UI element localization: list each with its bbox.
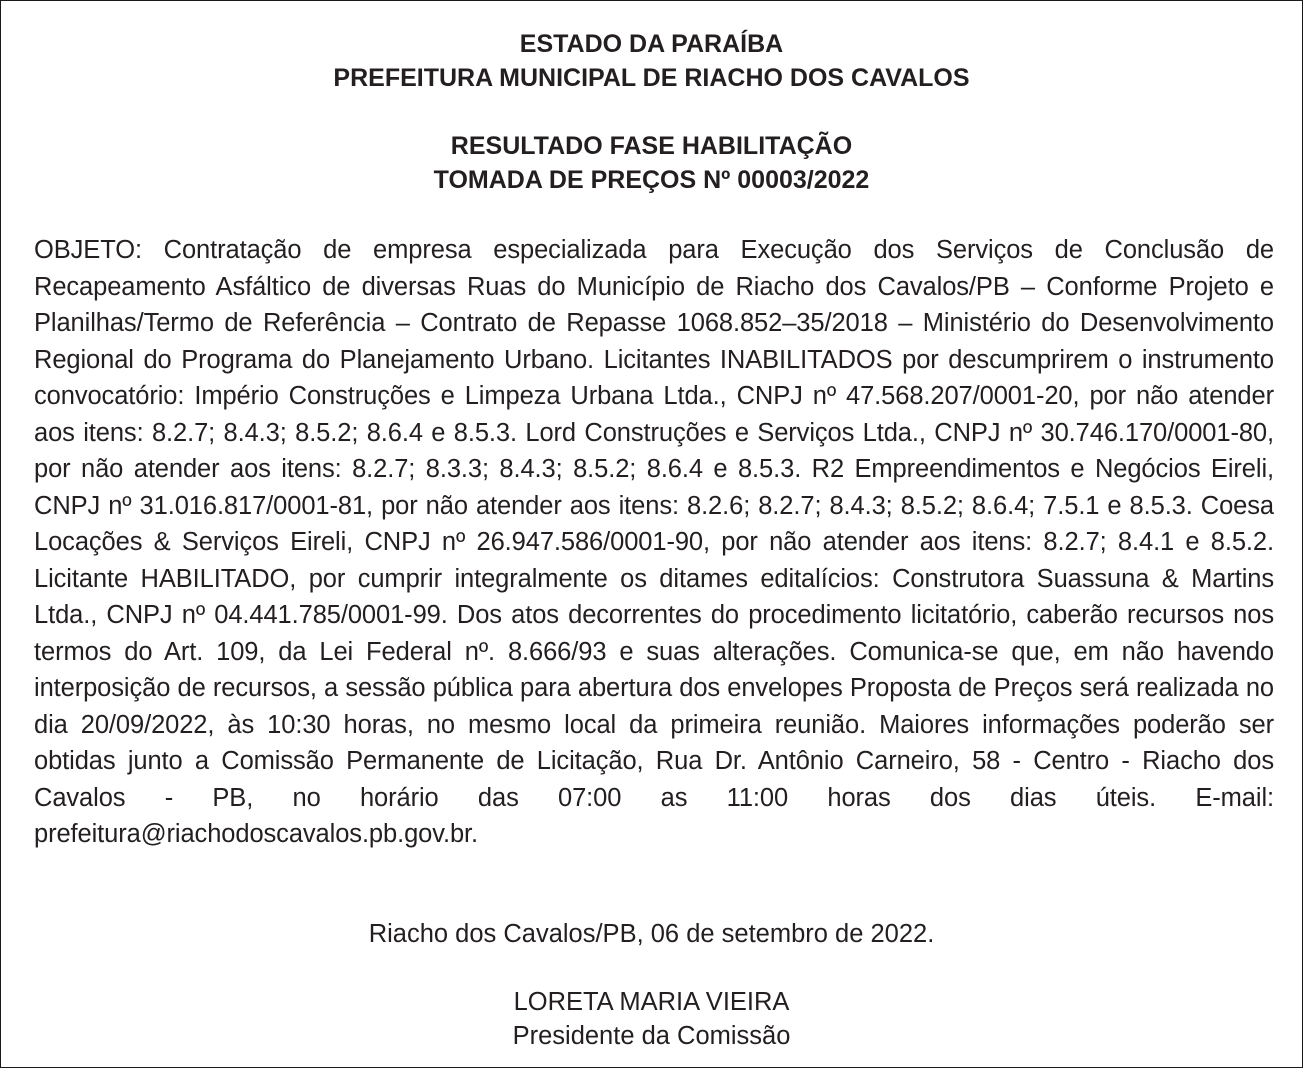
tomada-precos-number: TOMADA DE PREÇOS Nº 00003/2022 [433, 166, 870, 194]
result-title: RESULTADO FASE HABILITAÇÃO [450, 132, 853, 160]
prefeitura-heading: PREFEITURA MUNICIPAL DE RIACHO DOS CAVALOS [333, 64, 970, 92]
notice-body: OBJETO: Contratação de empresa especializada para Execução dos Serviços de Conclusão de Recapeamento Asfáltico de diversas Ruas do Município de Riacho dos Cavalos/PB – Conforme Projeto e Planilhas/Termo de Referência – Contrato de Repasse 1068.852–35/2018 – Ministério do Desenvolvimento Regional do Programa do Planejamento Urbano. Licitantes INABILITADOS por descumprirem o instrumento convocatório: Império Construções e Limpeza Urbana Ltda., CNPJ nº 47.568.207/0001-20, por não atender aos itens: 8.2.7; 8.4.3; 8.5.2; 8.6.4 e 8.5.3. Lord Construções e Serviços Ltda., CNPJ nº 30.746.170/0001-80, por não atender aos itens: 8.2.7; 8.3.3; 8.4.3; 8.5.2; 8.6.4 e 8.5.3. R2 Empreendimentos e Negócios Eireli, CNPJ nº 31.016.817/0001-81, por não atender aos itens: 8.2.6; 8.2.7; 8.4.3; 8.5.2; 8.6.4; 7.5.1 e 8.5.3. Coesa Locações & Serviços Eireli, CNPJ nº 26.947.586/0001-90, por não atender aos itens: 8.2.7; 8.4.1 e 8.5.2. Licitante HABILITADO, por cumprir integralmente os ditames editalícios: Construtora Suassuna & Martins Ltda., CNPJ nº 04.441.785/0001-99. Dos atos decorrentes do procedimento licitatório, caberão recursos nos termos do Art. 109, da Lei Federal nº. 8.666/93 e suas alterações. Comunica-se que, em não havendo interposição de recursos, a sessão pública para abertura dos envelopes Proposta de Preços será realizada no dia 20/09/2022, às 10:30 horas, no mesmo local da primeira reunião. Maiores informações poderão ser obtidas junto a Comissão Permanente de Licitação, Rua Dr. Antônio Carneiro, 58 - Centro - Riacho dos Cavalos - PB, no horário das 07:00 as 11:00 horas dos dias úteis. E-mail: prefeitura@riachodoscavalos.pb.gov.br. [34, 236, 1274, 848]
state-heading: ESTADO DA PARAÍBA [519, 30, 784, 58]
place-date-line: Riacho dos Cavalos/PB, 06 de setembro de 2022. [368, 920, 935, 948]
signer-role: Presidente da Comissão [512, 1022, 791, 1050]
signer-name: LORETA MARIA VIEIRA [513, 988, 790, 1016]
